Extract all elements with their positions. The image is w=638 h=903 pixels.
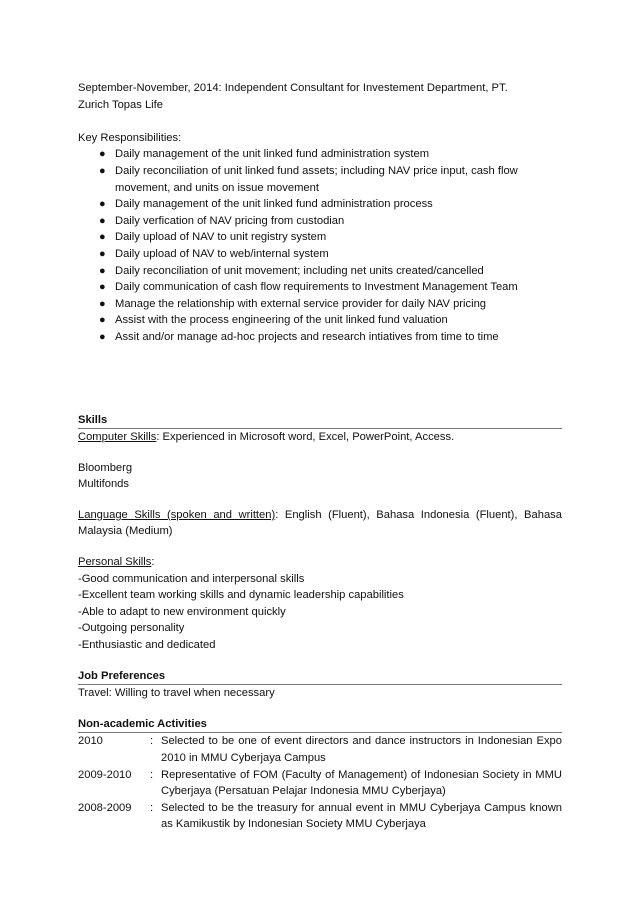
job-preferences-heading: Job Preferences [78,668,562,686]
responsibilities-heading: Key Responsibilities: [78,131,182,144]
activity-year: 2009-2010 [78,768,132,781]
tool-multifonds: Multifonds [78,478,129,491]
activities-heading: Non-academic Activities [78,716,562,734]
language-skills-label: Language Skills (spoken and written) [78,508,276,521]
list-item: ● Daily upload of NAV to web/internal system [115,246,562,263]
bullet-icon: ● [99,198,106,211]
list-item: ● Assist with the process engineering of the unit linked fund valuation [115,312,562,329]
activities-table [78,733,562,833]
bullet-icon: ● [99,231,106,244]
bullet-icon: ● [99,281,106,294]
activity-year: 2008-2009 [78,801,132,814]
job-title-line-2: Zurich Topas Life [78,98,163,111]
computer-skills-text: : Experienced in Microsoft word, Excel, PowerPoint, Access. [156,431,455,444]
job-title-line-1: September-November, 2014: Independent Consultant for Investement Department, PT. [78,82,508,94]
activity-description: Selected to be one of event directors and dance instructors in Indonesian Expo 2010 in MMU Cyberjaya Campus [161,735,562,764]
tool-bloomberg: Bloomberg [78,461,133,474]
computer-skills [78,429,562,446]
language-skills [78,507,562,540]
bullet-icon: ● [99,247,106,260]
personal-skill-item: -Good communication and interpersonal skills [78,572,305,585]
list-item: ● Daily upload of NAV to unit registry system [115,229,562,246]
personal-skills-heading: Personal Skills: [78,556,155,569]
list-item: ● Daily verfication of NAV pricing from custodian [115,213,562,230]
table-row [78,800,562,833]
personal-skill-item: -Able to adapt to new environment quickly [78,605,286,618]
bullet-icon: ● [99,297,106,310]
list-item: ● Manage the relationship with external service provider for daily NAV pricing [115,296,562,313]
skills-heading: Skills [78,412,562,430]
language-skills-text: : English (Fluent), Bahasa Indonesia (Fluent), Bahasa Malaysia (Medium) [78,508,562,538]
activity-description: Representative of FOM (Faculty of Management) of Indonesian Society in MMU Cyberjaya (Persatuan Pelajar Indonesia MMU Cyberjaya) [161,768,562,798]
bullet-icon: ● [99,314,106,327]
bullet-icon: ● [99,148,106,161]
responsibilities-list [78,146,562,345]
activity-year: 2010 [78,735,103,748]
list-item: ● Daily reconciliation of unit movement; including net units created/cancelled [115,263,562,280]
personal-skill-item: -Enthusiastic and dedicated [78,639,216,652]
job-preferences-text: Travel: Willing to travel when necessary [78,687,275,700]
bullet-icon: ● [99,164,106,177]
personal-skill-item: -Excellent team working skills and dynamic leadership capabilities [78,589,404,602]
resume-content [78,80,562,833]
activity-colon: : [150,801,154,814]
personal-skill-item: -Outgoing personality [78,622,185,635]
personal-skills-label: Personal Skills [78,556,152,569]
bullet-icon: ● [99,214,106,227]
bullet-icon: ● [99,330,106,343]
list-item: ● Daily management of the unit linked fund administration process [115,196,562,213]
list-item: ● Daily management of the unit linked fund administration system [115,146,562,163]
activity-colon: : [150,735,154,748]
list-item: ● Daily reconciliation of unit linked fund assets; including NAV price input, cash flow movement, and units on issue movement [99,164,518,194]
table-row [78,767,562,800]
list-item: ● Daily communication of cash flow requirements to Investment Management Team [115,279,562,296]
table-row [78,733,562,766]
bullet-icon: ● [99,264,106,277]
activity-colon: : [150,768,154,781]
computer-skills-label: Computer Skills [78,431,157,444]
list-item: ● Assit and/or manage ad-hoc projects and research intiatives from time to time [115,329,562,346]
activity-description: Selected to be the treasury for annual event in MMU Cyberjaya Campus known as Kamikustik by Indonesian Society MMU Cyberjaya [161,801,562,831]
